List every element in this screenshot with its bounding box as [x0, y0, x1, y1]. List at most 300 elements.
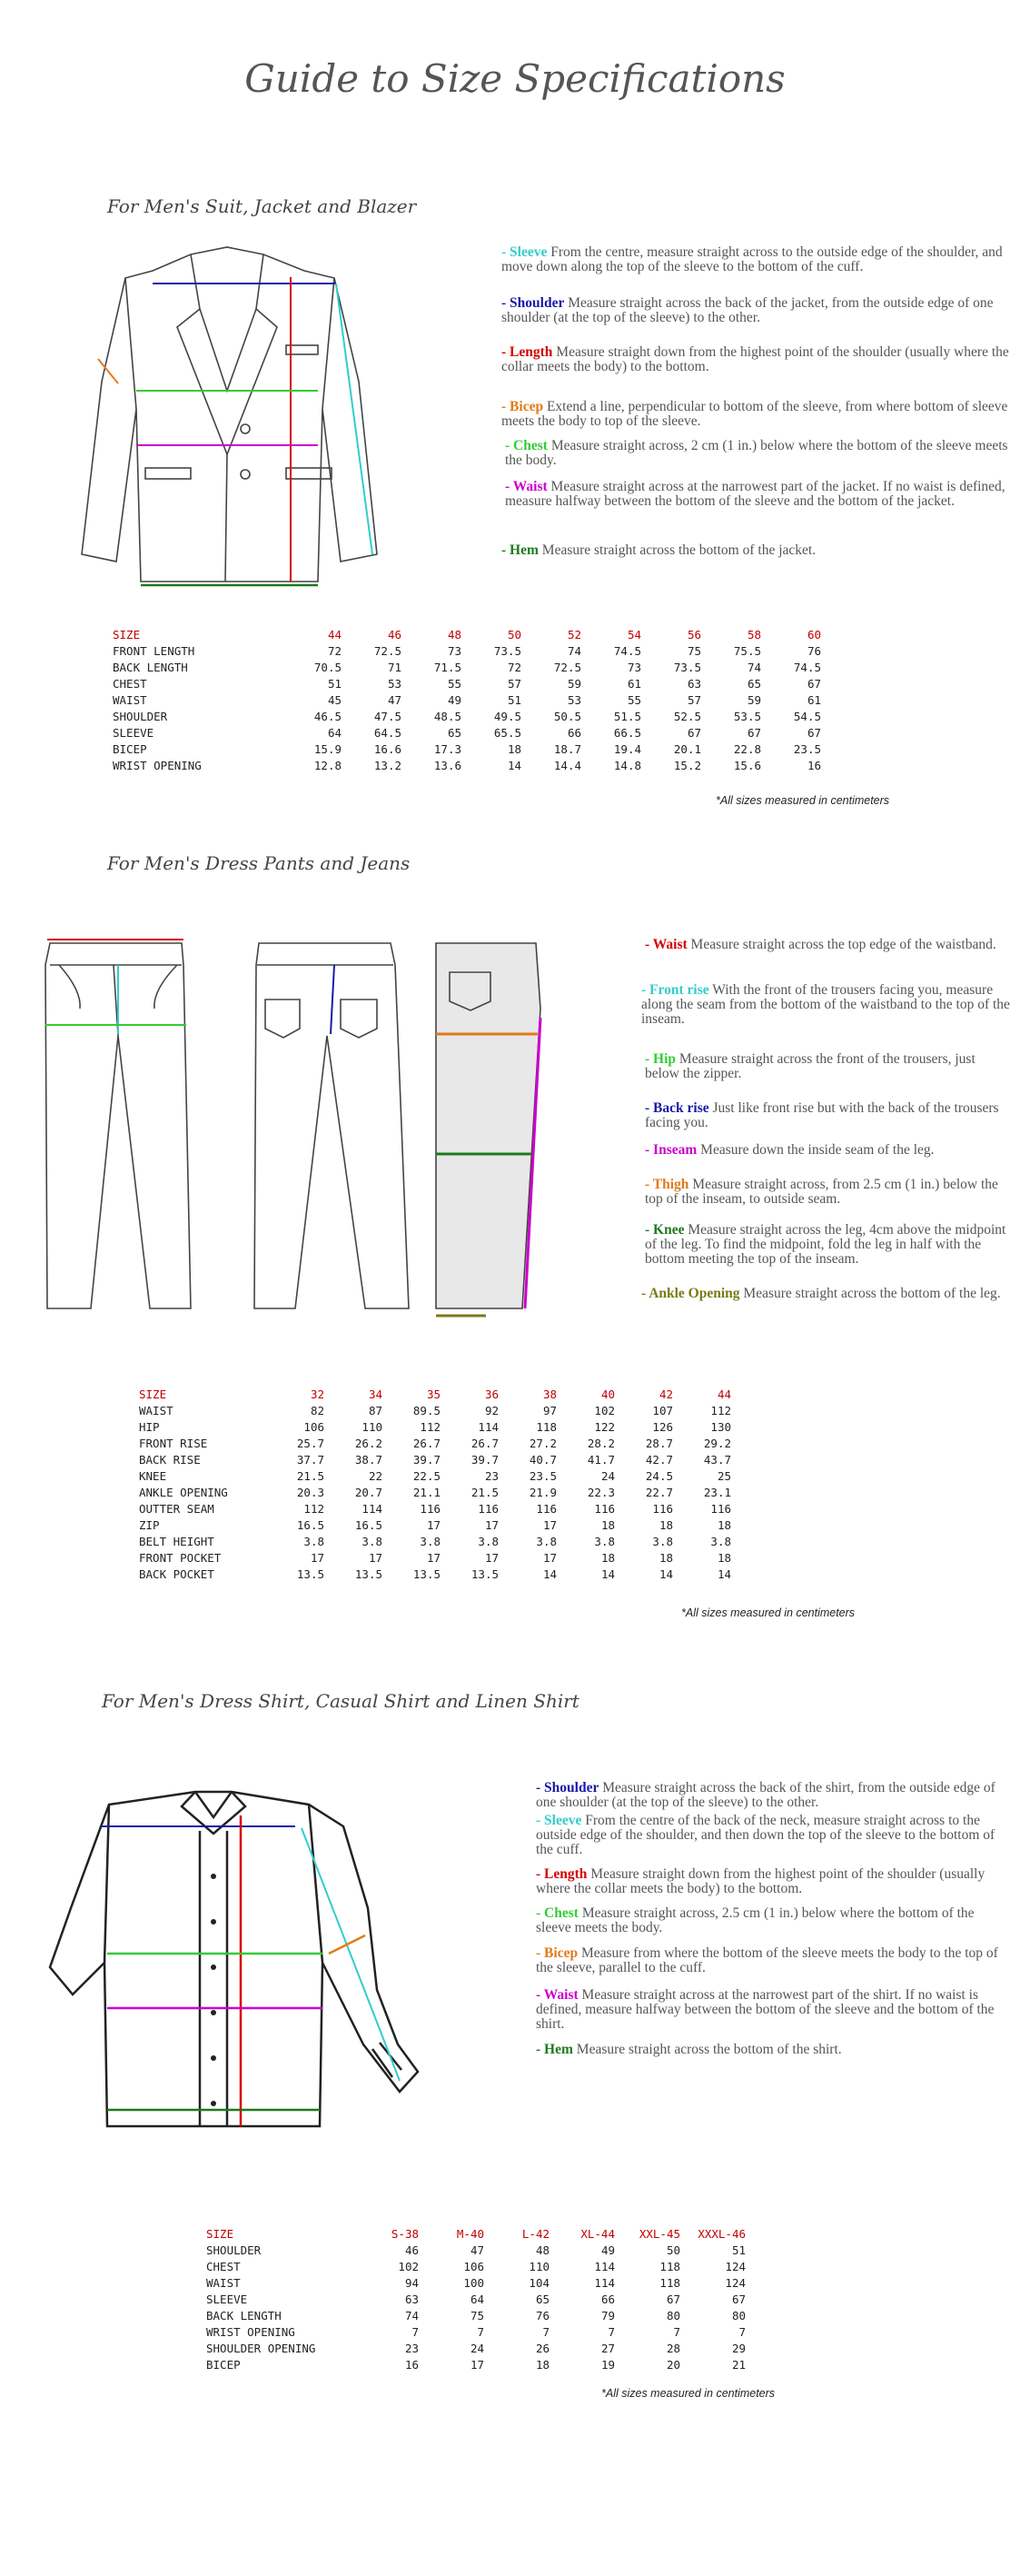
measurement-value-cell: 54.5 [793, 710, 821, 723]
measurement-value-cell: 18 [600, 1518, 615, 1532]
measurement-name-cell: SLEEVE [206, 2293, 248, 2306]
measurement-value-cell: 51 [507, 693, 521, 707]
pants-desc-hip [645, 1052, 1012, 1081]
measurement-value-cell: 39.7 [470, 1453, 499, 1467]
table-row [206, 2275, 746, 2292]
measurement-value-cell: 17 [484, 1551, 499, 1565]
measurement-name-cell: FRONT RISE [139, 1437, 208, 1450]
measurement-value-cell: 15.2 [673, 759, 701, 772]
jacket-desc-shoulder [501, 296, 1012, 325]
measurement-name-cell: SLEEVE [113, 726, 154, 740]
measurement-value-cell: 116 [536, 1502, 557, 1516]
measurement-value-cell: 16 [807, 759, 821, 772]
jacket-chest-text: Measure straight across, 2 cm (1 in.) below where the bottom of the sleeve meets the body. [505, 438, 1008, 468]
measurement-value-cell: 80 [666, 2309, 680, 2322]
measurement-value-cell: 17 [542, 1518, 557, 1532]
pants-note: *All sizes measured in centimeters [681, 1606, 856, 1619]
shirt-desc-waist [536, 1988, 1012, 2032]
measurement-value-cell: 14.8 [613, 759, 641, 772]
measurement-value-cell: 22.7 [645, 1486, 673, 1499]
table-row [113, 709, 821, 725]
measurement-value-cell: 72 [327, 644, 342, 658]
jacket-size-table [113, 627, 821, 774]
measurement-value-cell: 38.7 [354, 1453, 382, 1467]
table-row [139, 1403, 731, 1419]
measurement-value-cell: 89.5 [412, 1404, 441, 1417]
size-column-header: 34 [368, 1387, 382, 1401]
measurement-value-cell: 46 [404, 2243, 419, 2257]
measurement-value-cell: 28.7 [645, 1437, 673, 1450]
measurement-name-cell: SHOULDER [113, 710, 168, 723]
measurement-value-cell: 126 [652, 1420, 673, 1434]
measurement-name-cell: BELT HEIGHT [139, 1535, 214, 1548]
measurement-value-cell: 65 [535, 2293, 550, 2306]
size-column-header: 42 [659, 1387, 673, 1401]
measurement-value-cell: 21.5 [296, 1469, 324, 1483]
measurement-value-cell: 13.5 [354, 1567, 382, 1581]
measurement-value-cell: 73 [627, 661, 641, 674]
jacket-diagram [45, 227, 445, 591]
measurement-value-cell: 25 [717, 1469, 731, 1483]
jacket-bicep-text: Extend a line, perpendicular to bottom of the sleeve, from where bottom of sleeve meets the body to top of the sleeve. [501, 399, 1008, 429]
measurement-value-cell: 18 [659, 1551, 673, 1565]
table-row [206, 2341, 746, 2357]
jacket-desc-sleeve [501, 245, 1012, 274]
measurement-value-cell: 49 [600, 2243, 615, 2257]
measurement-value-cell: 74 [567, 644, 581, 658]
measurement-value-cell: 14 [600, 1567, 615, 1581]
table-row [113, 741, 821, 758]
measurement-value-cell: 66 [567, 726, 581, 740]
measurement-value-cell: 17.3 [433, 742, 461, 756]
measurement-value-cell: 79 [600, 2309, 615, 2322]
measurement-value-cell: 51.5 [613, 710, 641, 723]
measurement-value-cell: 18 [507, 742, 521, 756]
pants-ankle-opening-label: - Ankle Opening [641, 1286, 740, 1301]
measurement-value-cell: 57 [507, 677, 521, 691]
table-row [139, 1534, 731, 1550]
size-column-header: 32 [310, 1387, 324, 1401]
measurement-name-cell: WAIST [139, 1404, 173, 1417]
measurement-value-cell: 55 [447, 677, 461, 691]
table-row [113, 725, 821, 741]
measurement-value-cell: 67 [666, 2293, 680, 2306]
measurement-value-cell: 65 [447, 726, 461, 740]
size-column-header: 60 [807, 628, 821, 642]
measurement-value-cell: 7 [411, 2325, 419, 2339]
jacket-hem-text: Measure straight across the bottom of the jacket. [538, 542, 817, 558]
measurement-value-cell: 3.8 [710, 1535, 731, 1548]
measurement-value-cell: 50.5 [553, 710, 581, 723]
table-row [206, 2357, 746, 2373]
pants-desc-ankle-opening [641, 1287, 1012, 1301]
pants-hip-text: Measure straight across the front of the trousers, just below the zipper. [645, 1051, 976, 1081]
measurement-value-cell: 17 [310, 1551, 324, 1565]
measurement-value-cell: 87 [368, 1404, 382, 1417]
jacket-sleeve-text: From the centre, measure straight across to the outside edge of the shoulder, and move down along the top of the sleeve to the bottom of the cuff. [501, 244, 1003, 274]
table-row [206, 2259, 746, 2275]
measurement-value-cell: 64.5 [373, 726, 401, 740]
jacket-shoulder-text: Measure straight across the back of the jacket, from the outside edge of one shoulder (at the top of the sleeve) to the other. [501, 295, 994, 325]
measurement-value-cell: 49.5 [493, 710, 521, 723]
table-row [139, 1485, 731, 1501]
measurement-value-cell: 67 [807, 677, 821, 691]
shirt-desc-bicep [536, 1946, 1012, 1975]
measurement-value-cell: 49 [447, 693, 461, 707]
table-row [113, 692, 821, 709]
table-row [206, 2324, 746, 2341]
measurement-name-cell: OUTTER SEAM [139, 1502, 214, 1516]
pants-knee-text: Measure straight across the leg, 4cm above the midpoint of the leg. To find the midpoint, fold the leg in half with the bottom meeting the top of the inseam. [645, 1222, 1006, 1267]
measurement-value-cell: 67 [807, 726, 821, 740]
measurement-value-cell: 39.7 [412, 1453, 441, 1467]
measurement-value-cell: 43.7 [703, 1453, 731, 1467]
pants-inseam-label: - Inseam [645, 1142, 698, 1158]
measurement-value-cell: 29.2 [703, 1437, 731, 1450]
table-row [139, 1517, 731, 1534]
measurement-value-cell: 53 [387, 677, 401, 691]
shirt-bicep-label: - Bicep [536, 1945, 579, 1961]
pants-size-table [139, 1387, 731, 1583]
table-header-row [139, 1387, 731, 1403]
table-row [206, 2292, 746, 2308]
size-column-header: 52 [567, 628, 581, 642]
measurement-value-cell: 51 [731, 2243, 746, 2257]
pants-ankle-opening-text: Measure straight across the bottom of the leg. [739, 1286, 1001, 1301]
measurement-value-cell: 23.5 [793, 742, 821, 756]
measurement-value-cell: 19.4 [613, 742, 641, 756]
jacket-sleeve-label: - Sleeve [501, 244, 548, 260]
measurement-name-cell: BACK POCKET [139, 1567, 214, 1581]
shirt-section-title: For Men's Dress Shirt, Casual Shirt and Linen Shirt [102, 1690, 579, 1712]
jacket-desc-bicep [501, 400, 1012, 429]
measurement-value-cell: 112 [710, 1404, 731, 1417]
measurement-name-cell: WRIST OPENING [113, 759, 202, 772]
measurement-value-cell: 3.8 [536, 1535, 557, 1548]
measurement-value-cell: 112 [303, 1502, 324, 1516]
measurement-value-cell: 3.8 [478, 1535, 499, 1548]
measurement-value-cell: 20.3 [296, 1486, 324, 1499]
size-column-header: S-38 [391, 2227, 419, 2241]
page-title: Guide to Size Specifications [244, 56, 786, 101]
jacket-note: *All sizes measured in centimeters [716, 794, 890, 807]
measurement-value-cell: 124 [725, 2260, 746, 2273]
measurement-value-cell: 29 [731, 2342, 746, 2355]
measurement-value-cell: 3.8 [303, 1535, 324, 1548]
table-row [139, 1566, 731, 1583]
measurement-value-cell: 37.7 [296, 1453, 324, 1467]
pants-desc-waist [645, 938, 1012, 952]
measurement-value-cell: 18 [717, 1518, 731, 1532]
measurement-value-cell: 21 [731, 2358, 746, 2372]
table-header-row [113, 627, 821, 643]
measurement-value-cell: 63 [687, 677, 701, 691]
measurement-name-cell: BACK RISE [139, 1453, 201, 1467]
measurement-value-cell: 13.2 [373, 759, 401, 772]
shirt-diagram [36, 1772, 509, 2153]
measurement-value-cell: 21.1 [412, 1486, 441, 1499]
measurement-value-cell: 42.7 [645, 1453, 673, 1467]
measurement-value-cell: 15.6 [733, 759, 761, 772]
measurement-value-cell: 63 [404, 2293, 419, 2306]
measurement-value-cell: 116 [652, 1502, 673, 1516]
jacket-bicep-label: - Bicep [501, 399, 544, 414]
measurement-value-cell: 26.7 [470, 1437, 499, 1450]
measurement-value-cell: 118 [659, 2260, 680, 2273]
measurement-value-cell: 16.5 [354, 1518, 382, 1532]
measurement-value-cell: 18 [535, 2358, 550, 2372]
measurement-value-cell: 46.5 [313, 710, 342, 723]
measurement-value-cell: 18.7 [553, 742, 581, 756]
measurement-name-cell: SHOULDER OPENING [206, 2342, 316, 2355]
jacket-desc-hem [501, 543, 1012, 558]
table-row [139, 1468, 731, 1485]
measurement-value-cell: 76 [535, 2309, 550, 2322]
measurement-value-cell: 27 [600, 2342, 615, 2355]
measurement-value-cell: 7 [608, 2325, 615, 2339]
measurement-value-cell: 59 [567, 677, 581, 691]
shirt-hem-label: - Hem [536, 2042, 573, 2057]
jacket-length-label: - Length [501, 344, 553, 360]
size-column-header: XL-44 [580, 2227, 615, 2241]
measurement-value-cell: 16 [404, 2358, 419, 2372]
measurement-value-cell: 18 [659, 1518, 673, 1532]
table-row [113, 643, 821, 660]
measurement-value-cell: 82 [310, 1404, 324, 1417]
measurement-value-cell: 20.1 [673, 742, 701, 756]
measurement-name-cell: HIP [139, 1420, 160, 1434]
size-column-header: 54 [627, 628, 641, 642]
measurement-value-cell: 116 [594, 1502, 615, 1516]
table-row [113, 758, 821, 774]
measurement-name-cell: FRONT LENGTH [113, 644, 195, 658]
measurement-value-cell: 102 [594, 1404, 615, 1417]
jacket-desc-length [501, 345, 1012, 374]
measurement-value-cell: 7 [673, 2325, 680, 2339]
table-row [139, 1419, 731, 1436]
measurement-value-cell: 72 [507, 661, 521, 674]
shirt-chest-text: Measure straight across, 2.5 cm (1 in.) below where the bottom of the sleeve meets the body. [536, 1905, 975, 1935]
pants-desc-front-rise [641, 983, 1012, 1027]
pants-desc-knee [645, 1223, 1012, 1267]
measurement-value-cell: 16.6 [373, 742, 401, 756]
measurement-value-cell: 22.3 [587, 1486, 615, 1499]
measurement-value-cell: 59 [747, 693, 761, 707]
measurement-name-cell: ZIP [139, 1518, 160, 1532]
measurement-value-cell: 24.5 [645, 1469, 673, 1483]
measurement-value-cell: 27.2 [529, 1437, 557, 1450]
table-row [113, 676, 821, 692]
pants-diagram [27, 927, 572, 1327]
table-row [206, 2308, 746, 2324]
measurement-value-cell: 23 [484, 1469, 499, 1483]
measurement-value-cell: 118 [659, 2276, 680, 2290]
measurement-value-cell: 21.9 [529, 1486, 557, 1499]
measurement-value-cell: 72.5 [373, 644, 401, 658]
measurement-value-cell: 20 [666, 2358, 680, 2372]
table-row [139, 1452, 731, 1468]
pants-hip-label: - Hip [645, 1051, 677, 1067]
size-column-header: 44 [717, 1387, 731, 1401]
measurement-value-cell: 14 [542, 1567, 557, 1581]
measurement-value-cell: 106 [463, 2260, 484, 2273]
shirt-desc-shoulder [536, 1781, 1012, 1810]
measurement-value-cell: 114 [361, 1502, 382, 1516]
measurement-value-cell: 66.5 [613, 726, 641, 740]
measurement-value-cell: 66 [600, 2293, 615, 2306]
measurement-value-cell: 104 [529, 2276, 550, 2290]
measurement-value-cell: 26.2 [354, 1437, 382, 1450]
measurement-value-cell: 71.5 [433, 661, 461, 674]
size-column-header: 38 [542, 1387, 557, 1401]
measurement-value-cell: 110 [361, 1420, 382, 1434]
shirt-shoulder-text: Measure straight across the back of the shirt, from the outside edge of one shoulder (at the top of the sleeve) to the other. [536, 1780, 995, 1810]
measurement-value-cell: 74 [404, 2309, 419, 2322]
measurement-value-cell: 57 [687, 693, 701, 707]
size-header-cell: SIZE [139, 1387, 167, 1401]
table-row [139, 1550, 731, 1566]
measurement-value-cell: 75 [687, 644, 701, 658]
measurement-value-cell: 116 [478, 1502, 499, 1516]
jacket-chest-label: - Chest [505, 438, 548, 453]
measurement-name-cell: BICEP [113, 742, 147, 756]
shirt-desc-chest [536, 1906, 1012, 1935]
measurement-value-cell: 102 [398, 2260, 419, 2273]
measurement-value-cell: 18 [600, 1551, 615, 1565]
measurement-name-cell: KNEE [139, 1469, 167, 1483]
measurement-value-cell: 47 [387, 693, 401, 707]
measurement-value-cell: 107 [652, 1404, 673, 1417]
measurement-value-cell: 100 [463, 2276, 484, 2290]
measurement-value-cell: 92 [484, 1404, 499, 1417]
shirt-chest-label: - Chest [536, 1905, 579, 1921]
measurement-value-cell: 7 [542, 2325, 550, 2339]
measurement-value-cell: 114 [478, 1420, 499, 1434]
measurement-value-cell: 22.8 [733, 742, 761, 756]
measurement-value-cell: 112 [420, 1420, 441, 1434]
jacket-length-text: Measure straight down from the highest point of the shoulder (usually where the collar meets the body) to the bottom. [501, 344, 1009, 374]
measurement-name-cell: ANKLE OPENING [139, 1486, 228, 1499]
pants-desc-back-rise [645, 1101, 1012, 1130]
measurement-value-cell: 122 [594, 1420, 615, 1434]
measurement-value-cell: 14 [659, 1567, 673, 1581]
measurement-value-cell: 64 [470, 2293, 484, 2306]
measurement-value-cell: 75 [470, 2309, 484, 2322]
size-header-cell: SIZE [113, 628, 141, 642]
pants-back-rise-text: Just like front rise but with the back of the trousers facing you. [645, 1100, 999, 1130]
pants-inseam-text: Measure down the inside seam of the leg. [697, 1142, 935, 1158]
measurement-value-cell: 71 [387, 661, 401, 674]
measurement-value-cell: 110 [529, 2260, 550, 2273]
measurement-value-cell: 53 [567, 693, 581, 707]
measurement-value-cell: 65 [747, 677, 761, 691]
measurement-name-cell: BACK LENGTH [113, 661, 188, 674]
measurement-value-cell: 51 [327, 677, 342, 691]
measurement-value-cell: 130 [710, 1420, 731, 1434]
size-column-header: M-40 [456, 2227, 484, 2241]
jacket-waist-text: Measure straight across at the narrowest part of the jacket. If no waist is defined, measure halfway between the bottom of the sleeve and the bottom of the jacket. [505, 479, 1005, 509]
measurement-value-cell: 72.5 [553, 661, 581, 674]
measurement-value-cell: 20.7 [354, 1486, 382, 1499]
jacket-desc-waist [505, 480, 1012, 509]
measurement-value-cell: 70.5 [313, 661, 342, 674]
measurement-value-cell: 61 [627, 677, 641, 691]
measurement-value-cell: 23.5 [529, 1469, 557, 1483]
measurement-value-cell: 25.7 [296, 1437, 324, 1450]
measurement-value-cell: 55 [627, 693, 641, 707]
pants-desc-inseam [645, 1143, 1012, 1158]
measurement-value-cell: 67 [687, 726, 701, 740]
measurement-value-cell: 23 [404, 2342, 419, 2355]
shirt-length-label: - Length [536, 1866, 588, 1882]
measurement-value-cell: 13.5 [470, 1567, 499, 1581]
measurement-value-cell: 14 [717, 1567, 731, 1581]
shirt-desc-sleeve [536, 1814, 1012, 1857]
measurement-value-cell: 18 [717, 1551, 731, 1565]
measurement-value-cell: 13.5 [412, 1567, 441, 1581]
measurement-value-cell: 94 [404, 2276, 419, 2290]
shirt-length-text: Measure straight down from the highest point of the shoulder (usually where the collar meets the body) to the bottom. [536, 1866, 985, 1896]
measurement-name-cell: SHOULDER [206, 2243, 262, 2257]
measurement-value-cell: 15.9 [313, 742, 342, 756]
measurement-value-cell: 24 [470, 2342, 484, 2355]
measurement-value-cell: 16.5 [296, 1518, 324, 1532]
size-column-header: XXXL-46 [698, 2227, 746, 2241]
measurement-value-cell: 118 [536, 1420, 557, 1434]
table-row [139, 1501, 731, 1517]
measurement-value-cell: 97 [542, 1404, 557, 1417]
shirt-size-table [206, 2226, 746, 2373]
measurement-value-cell: 21.5 [470, 1486, 499, 1499]
measurement-name-cell: BACK LENGTH [206, 2309, 282, 2322]
measurement-value-cell: 80 [731, 2309, 746, 2322]
pants-waist-label: - Waist [645, 937, 688, 952]
size-column-header: 40 [600, 1387, 615, 1401]
pants-desc-thigh [645, 1178, 1012, 1207]
measurement-value-cell: 22.5 [412, 1469, 441, 1483]
pants-front-rise-label: - Front rise [641, 982, 709, 998]
measurement-value-cell: 3.8 [652, 1535, 673, 1548]
shirt-waist-text: Measure straight across at the narrowest part of the shirt. If no waist is defined, measure halfway between the bottom of the sleeve and the bottom of the shirt. [536, 1987, 995, 2032]
measurement-value-cell: 74 [747, 661, 761, 674]
shirt-waist-label: - Waist [536, 1987, 579, 2003]
measurement-value-cell: 3.8 [420, 1535, 441, 1548]
size-column-header: L-42 [521, 2227, 550, 2241]
measurement-value-cell: 47 [470, 2243, 484, 2257]
measurement-name-cell: WRIST OPENING [206, 2325, 295, 2339]
measurement-value-cell: 22 [368, 1469, 382, 1483]
measurement-value-cell: 17 [470, 2358, 484, 2372]
jacket-desc-chest [505, 439, 1012, 468]
measurement-value-cell: 41.7 [587, 1453, 615, 1467]
table-row [206, 2243, 746, 2259]
measurement-name-cell: CHEST [113, 677, 147, 691]
measurement-value-cell: 116 [420, 1502, 441, 1516]
shirt-desc-length [536, 1867, 1012, 1896]
measurement-value-cell: 116 [710, 1502, 731, 1516]
measurement-value-cell: 23.1 [703, 1486, 731, 1499]
measurement-value-cell: 3.8 [361, 1535, 382, 1548]
measurement-value-cell: 74.5 [613, 644, 641, 658]
measurement-value-cell: 7 [738, 2325, 746, 2339]
measurement-value-cell: 24 [600, 1469, 615, 1483]
measurement-value-cell: 48 [535, 2243, 550, 2257]
measurement-value-cell: 17 [426, 1518, 441, 1532]
measurement-value-cell: 28 [666, 2342, 680, 2355]
measurement-value-cell: 73.5 [673, 661, 701, 674]
size-column-header: 36 [484, 1387, 499, 1401]
measurement-value-cell: 106 [303, 1420, 324, 1434]
